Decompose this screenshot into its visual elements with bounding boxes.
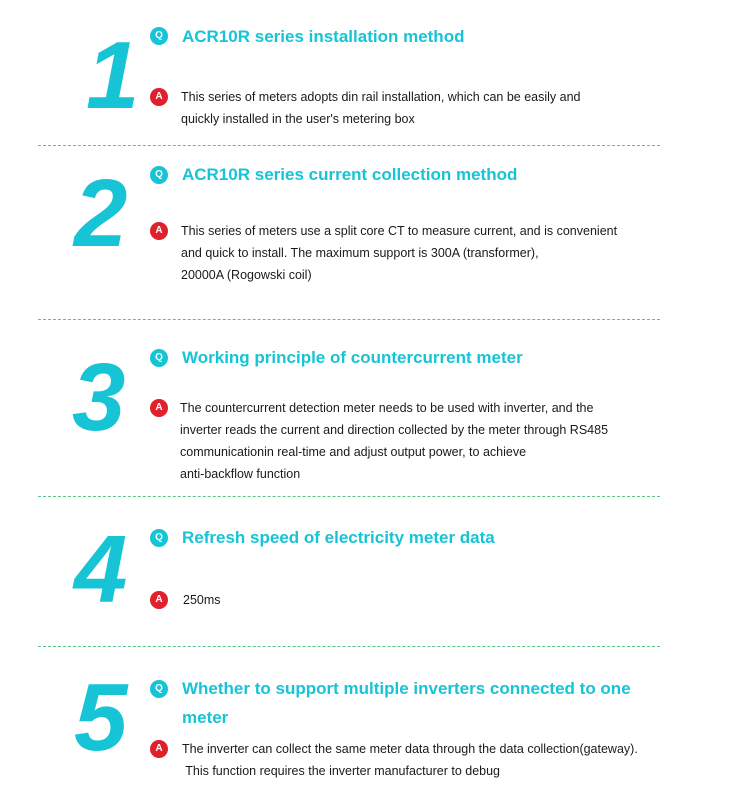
question-badge-icon: Q <box>150 166 168 184</box>
question-badge-icon: Q <box>150 27 168 45</box>
question-line: ACR10R series installation method <box>182 27 465 46</box>
answer-badge-icon: A <box>150 88 168 106</box>
question-line: Working principle of countercurrent meter <box>182 348 523 367</box>
answer-badge-icon: A <box>150 399 168 417</box>
answer-badge-icon: A <box>150 740 168 758</box>
answer-line: 20000A (Rogowski coil) <box>181 268 312 282</box>
item-number: 2 <box>74 160 128 267</box>
answer-line: This series of meters use a split core CT to measure current, and is convenient <box>181 224 618 238</box>
answer-line: 250ms <box>183 593 221 607</box>
divider <box>38 646 660 647</box>
answer-text <box>180 397 608 485</box>
answer-line: communicationin real-time and adjust output power, to achieve <box>180 445 527 459</box>
item-number: 5 <box>74 664 128 771</box>
question-badge-icon: Q <box>150 349 168 367</box>
item-number: 3 <box>72 344 126 451</box>
answer-line: This function requires the inverter manufacturer to debug <box>182 764 500 778</box>
question-text <box>182 343 523 372</box>
divider <box>38 145 660 146</box>
answer-line: and quick to install. The maximum support is 300A (transformer), <box>181 246 539 260</box>
answer-text <box>181 86 581 130</box>
question-badge-icon: Q <box>150 680 168 698</box>
question-line: meter <box>182 708 229 727</box>
answer-text <box>183 589 221 611</box>
question-text <box>182 22 464 51</box>
question-line: Refresh speed of electricity meter data <box>182 528 495 547</box>
question-text <box>182 160 517 189</box>
question-text <box>182 523 495 552</box>
divider <box>38 496 660 497</box>
answer-line: The inverter can collect the same meter data through the data collection(gateway). <box>182 742 638 756</box>
item-number: 1 <box>86 22 140 129</box>
question-text <box>182 674 631 732</box>
question-line: Whether to support multiple inverters connected to one <box>182 679 631 698</box>
answer-line: The countercurrent detection meter needs to be used with inverter, and the <box>180 401 594 415</box>
question-badge-icon: Q <box>150 529 168 547</box>
answer-text <box>181 220 617 286</box>
answer-line: anti-backflow function <box>180 467 301 481</box>
answer-line: This series of meters adopts din rail installation, which can be easily and <box>181 90 581 104</box>
question-line: ACR10R series current collection method <box>182 165 518 184</box>
answer-line: quickly installed in the user's metering box <box>181 112 415 126</box>
answer-badge-icon: A <box>150 222 168 240</box>
answer-text <box>182 738 638 782</box>
divider <box>38 319 660 320</box>
item-number: 4 <box>74 516 128 623</box>
answer-badge-icon: A <box>150 591 168 609</box>
answer-line: inverter reads the current and direction collected by the meter through RS485 <box>180 423 609 437</box>
